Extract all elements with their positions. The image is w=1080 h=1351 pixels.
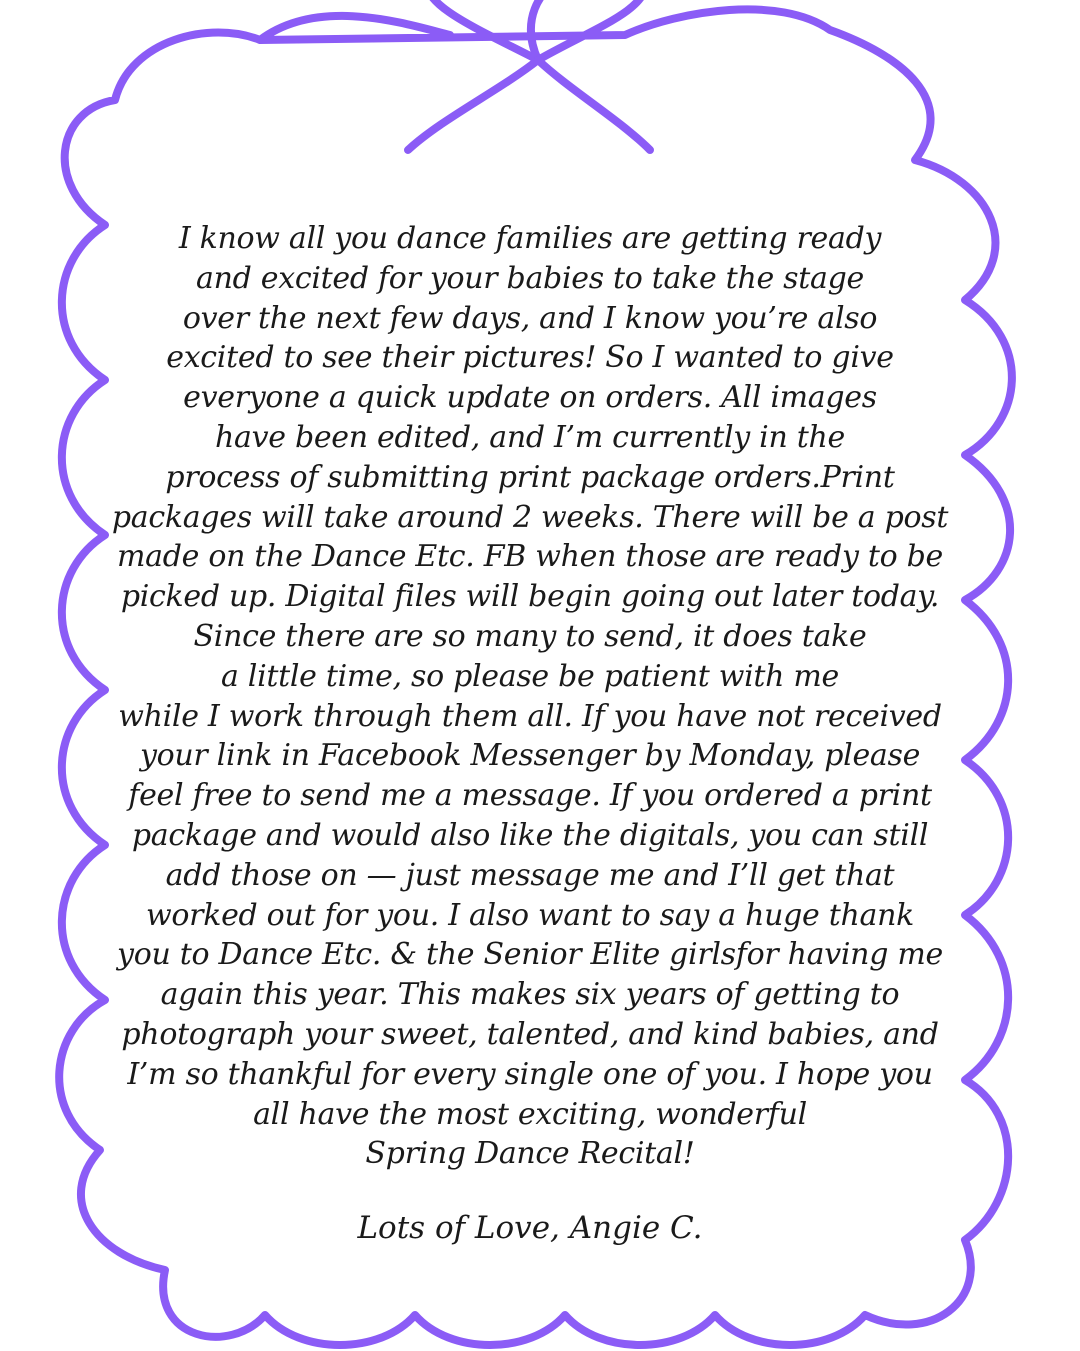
- letter-body: [100, 219, 960, 1174]
- letter-line: all have the most exciting, wonderful: [253, 1096, 807, 1132]
- letter-line: I’m so thankful for every single one of you. I hope you: [127, 1056, 933, 1092]
- letter-line: have been edited, and I’m currently in the: [215, 419, 845, 455]
- letter-line: everyone a quick update on orders. All images: [183, 380, 877, 416]
- letter-line: add those on — just message me and I’ll get that: [165, 857, 895, 893]
- bow-left-ribbon: [408, 60, 538, 150]
- letter-line: picked up. Digital files will begin going out later today.: [120, 579, 940, 615]
- letter-line: made on the Dance Etc. FB when those are ready to be: [117, 539, 943, 575]
- letter-line: packages will take around 2 weeks. There will be a post: [111, 499, 949, 535]
- letter-line: and excited for your babies to take the stage: [196, 260, 864, 296]
- letter-line: a little time, so please be patient with me: [220, 658, 840, 694]
- letter-line: photograph your sweet, talented, and kind babies, and: [121, 1016, 939, 1052]
- letter-line: Spring Dance Recital!: [365, 1136, 695, 1172]
- letter-line: I know all you dance families are getting ready: [178, 221, 882, 256]
- letter-line: excited to see their pictures! So I wanted to give: [166, 340, 894, 376]
- letter-line: again this year. This makes six years of getting to: [160, 977, 900, 1013]
- bow-right-ribbon: [538, 60, 650, 150]
- bow-left-loop: [427, 0, 560, 60]
- letter-line: over the next few days, and I know you’re also: [182, 300, 878, 336]
- letter-line: package and would also like the digitals, you can still: [131, 817, 929, 853]
- letter-signoff: Lots of Love, Angie C.: [357, 1210, 703, 1246]
- letter-line: process of submitting print package orders.Print: [165, 459, 895, 495]
- letter-line: feel free to send me a message. If you ordered a print: [128, 778, 932, 814]
- letter-line: your link in Facebook Messenger by Monday, please: [139, 738, 921, 774]
- letter-line: you to Dance Etc. & the Senior Elite girlsfor having me: [117, 937, 943, 973]
- letter-line: Since there are so many to send, it does take: [193, 618, 867, 654]
- letter-line: worked out for you. I also want to say a huge thank: [146, 897, 914, 933]
- letter-line: while I work through them all. If you have not received: [118, 698, 942, 734]
